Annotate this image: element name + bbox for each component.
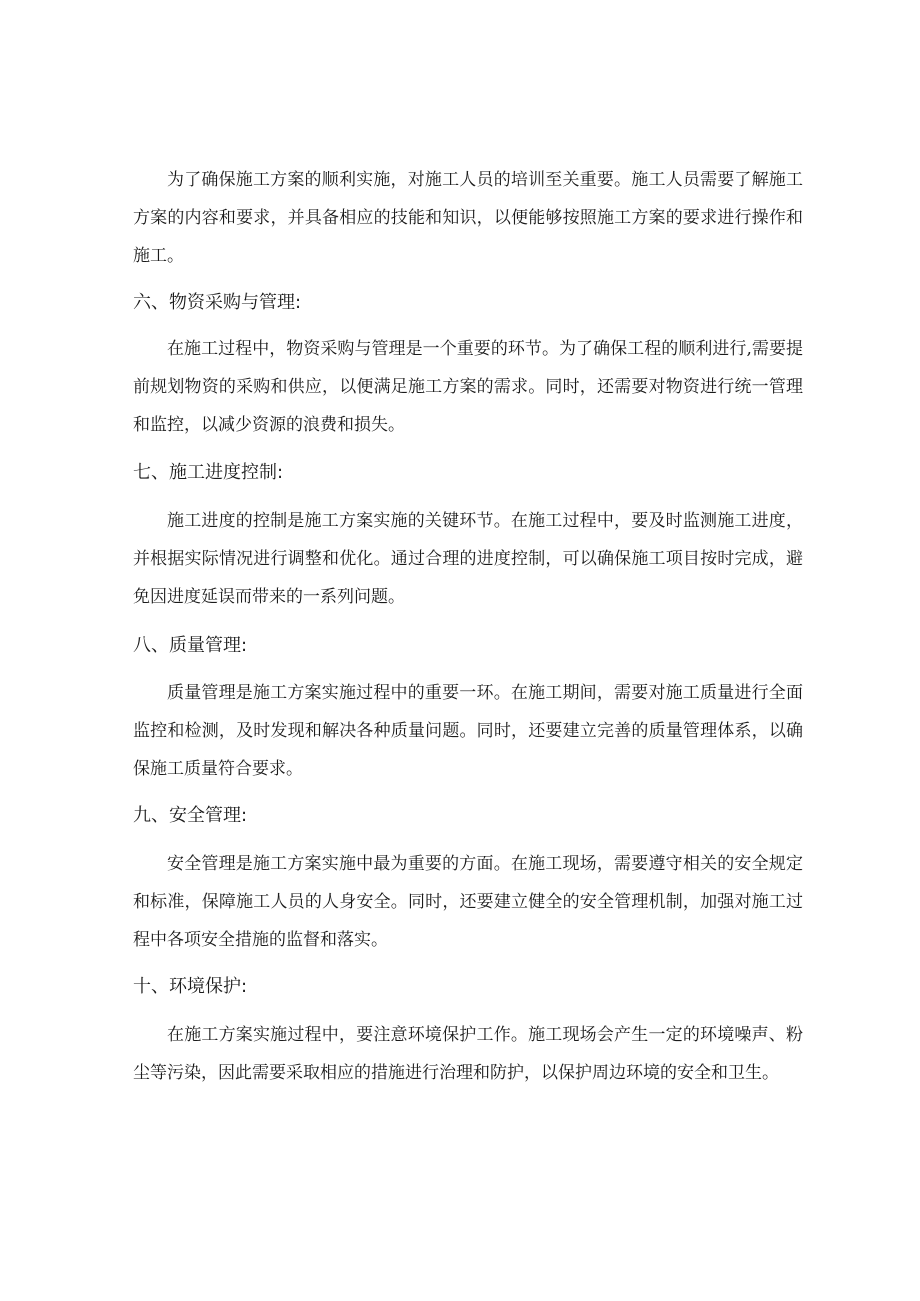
paragraph-schedule-control: 施工进度的控制是施工方案实施的关键环节。在施工过程中，要及时监测施工进度，并根据实际情况进行调整和优化。通过合理的进度控制，可以确保施工项目按时完成，避免因进度延误而带来的一系列问题。 <box>133 511 803 607</box>
heading-safety-management: 九、安全管理: <box>133 805 248 826</box>
paragraph-quality-management: 质量管理是施工方案实施过程中的重要一环。在施工期间，需要对施工质量进行全面监控和检测，及时发现和解决各种质量问题。同时，还要建立完善的质量管理体系，以确保施工质量符合要求。 <box>133 683 803 779</box>
heading-quality-management: 八、质量管理: <box>133 635 248 656</box>
paragraph-training: 为了确保施工方案的顺利实施，对施工人员的培训至关重要。施工人员需要了解施工方案的内容和要求，并具备相应的技能和知识，以便能够按照施工方案的要求进行操作和施工。 <box>133 170 803 266</box>
paragraph-material-procurement: 在施工过程中，物资采购与管理是一个重要的环节。为了确保工程的顺利进行,需要提前规划物资的采购和供应，以便满足施工方案的需求。同时，还需要对物资进行统一管理和监控，以减少资源的浪费和损失。 <box>133 339 803 435</box>
heading-environmental-protection: 十、环境保护: <box>133 976 248 997</box>
paragraph-environmental-protection: 在施工方案实施过程中，要注意环境保护工作。施工现场会产生一定的环境噪声、粉尘等污染，因此需要采取相应的措施进行治理和防护，以保护周边环境的安全和卫生。 <box>133 1025 803 1083</box>
heading-schedule-control: 七、施工进度控制: <box>133 462 284 483</box>
paragraph-safety-management: 安全管理是施工方案实施中最为重要的方面。在施工现场，需要遵守相关的安全规定和标准，保障施工人员的人身安全。同时，还要建立健全的安全管理机制，加强对施工过程中各项安全措施的监督和落实。 <box>133 854 803 950</box>
heading-material-procurement: 六、物资采购与管理: <box>133 292 302 313</box>
